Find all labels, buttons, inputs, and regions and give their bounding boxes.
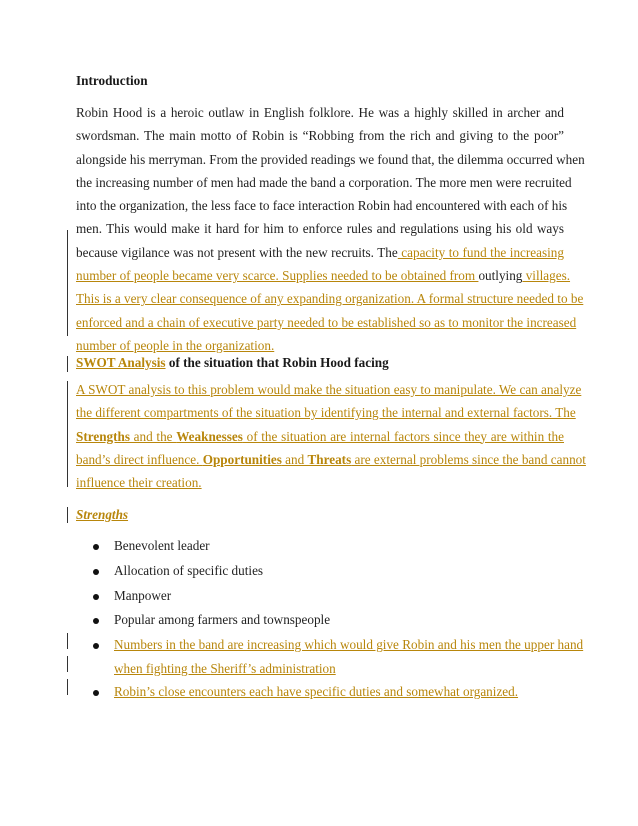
bullet-icon — [93, 569, 99, 575]
bullet-icon — [93, 618, 99, 624]
list-item — [76, 584, 576, 609]
list-item — [76, 559, 576, 584]
plain-text: because vigilance was not present with the new recruits. The — [76, 244, 398, 260]
strengths-heading — [76, 507, 128, 523]
paragraph-line — [76, 334, 564, 357]
paragraph-line: swordsman. The main motto of Robin is “Robbing from the rich and giving to the poor” — [76, 128, 564, 144]
paragraph-line — [76, 378, 582, 401]
change-bar — [67, 679, 68, 695]
bullet-icon — [93, 544, 99, 550]
tracked-insertion: villages. — [522, 268, 571, 284]
tracked-insertion: number of people became very scarce. Supplies needed to be obtained from — [76, 268, 479, 284]
paragraph-line — [76, 401, 576, 424]
list-item — [76, 633, 584, 680]
threats-term: Threats — [307, 451, 352, 467]
paragraph-line — [76, 311, 577, 334]
tracked-insertion: capacity to fund the increasing — [397, 244, 564, 260]
tracked-insertion: Numbers in the band are increasing which would give Robin and his men the upper hand — [114, 637, 584, 653]
tracked-insertion: the different compartments of the situation by identifying the internal and external factors. The — [76, 405, 576, 421]
tracked-insertion: enforced and a chain of executive party needed to be established so as to monitor the increased — [76, 314, 577, 330]
tracked-insertion: SWOT Analysis — [76, 355, 166, 370]
paragraph-line — [76, 471, 564, 494]
bullet-icon — [93, 643, 99, 649]
list-item-text: Allocation of specific duties — [114, 562, 264, 578]
paragraph-line: into the organization, the less face to face interaction Robin had encountered with each of his — [76, 198, 568, 214]
plain-text: outlying — [478, 268, 523, 284]
list-item — [76, 534, 576, 559]
strengths-list — [76, 534, 584, 705]
tracked-insertion: This is a very clear consequence of any expanding organization. A formal structure needed to be — [76, 291, 584, 307]
tracked-insertion: Sheriff’s administration — [210, 660, 336, 676]
paragraph-line — [76, 264, 571, 287]
tracked-insertion: Robin’s close encounters each have specific duties and somewhat organized. — [114, 684, 519, 700]
list-item-text: Popular among farmers and townspeople — [114, 612, 331, 628]
tracked-insertion: band’s direct influence. — [76, 451, 203, 467]
introduction-heading: Introduction — [76, 73, 148, 88]
paragraph-line — [76, 425, 564, 448]
tracked-insertion: A SWOT analysis to this problem would make the situation easy to manipulate. We can analyze — [76, 382, 582, 397]
change-bar — [67, 356, 68, 372]
opportunities-term: Opportunities — [202, 451, 282, 467]
tracked-insertion: and the — [129, 428, 177, 444]
change-bar — [67, 230, 68, 336]
paragraph-line — [76, 241, 564, 264]
weaknesses-term: Weaknesses — [176, 428, 243, 444]
paragraph-line: Robin Hood is a heroic outlaw in English folklore. He was a highly skilled in archer and — [76, 105, 564, 120]
change-bar — [67, 507, 68, 523]
strengths-term: Strengths — [76, 428, 130, 444]
introduction-paragraph — [76, 101, 585, 357]
list-item-text: Benevolent leader — [114, 538, 210, 553]
tracked-insertion: of the situation are internal factors since they are within the — [242, 428, 564, 444]
paragraph-line: the increasing number of men had made the band a corporation. The more men were recruited — [76, 174, 572, 190]
paragraph-line: men. This would make it hard for him to enforce rules and regulations using his old ways — [76, 221, 564, 237]
swot-heading-rest: of the situation that Robin Hood facing — [165, 355, 389, 370]
list-item — [76, 680, 576, 705]
change-bar — [67, 381, 68, 487]
bullet-icon — [93, 594, 99, 600]
list-item-text: Manpower — [114, 587, 172, 603]
paragraph-line — [76, 448, 586, 471]
change-bar — [67, 633, 68, 649]
paragraph-line — [76, 287, 584, 310]
swot-paragraph — [76, 378, 586, 494]
paragraph-line: alongside his merryman. From the provided readings we found that, the dilemma occurred when — [76, 151, 585, 167]
tracked-insertion: number of people in the organization. — [76, 337, 275, 353]
tracked-insertion: influence their creation. — [76, 475, 202, 491]
tracked-insertion: when fighting the — [114, 660, 211, 676]
list-item — [76, 608, 576, 633]
swot-heading — [76, 355, 389, 371]
tracked-insertion: and — [281, 451, 308, 467]
tracked-insertion: Strengths — [76, 507, 129, 522]
tracked-insertion: are external problems since the band cannot — [351, 451, 586, 467]
bullet-icon — [93, 690, 99, 696]
change-bar — [67, 656, 68, 672]
